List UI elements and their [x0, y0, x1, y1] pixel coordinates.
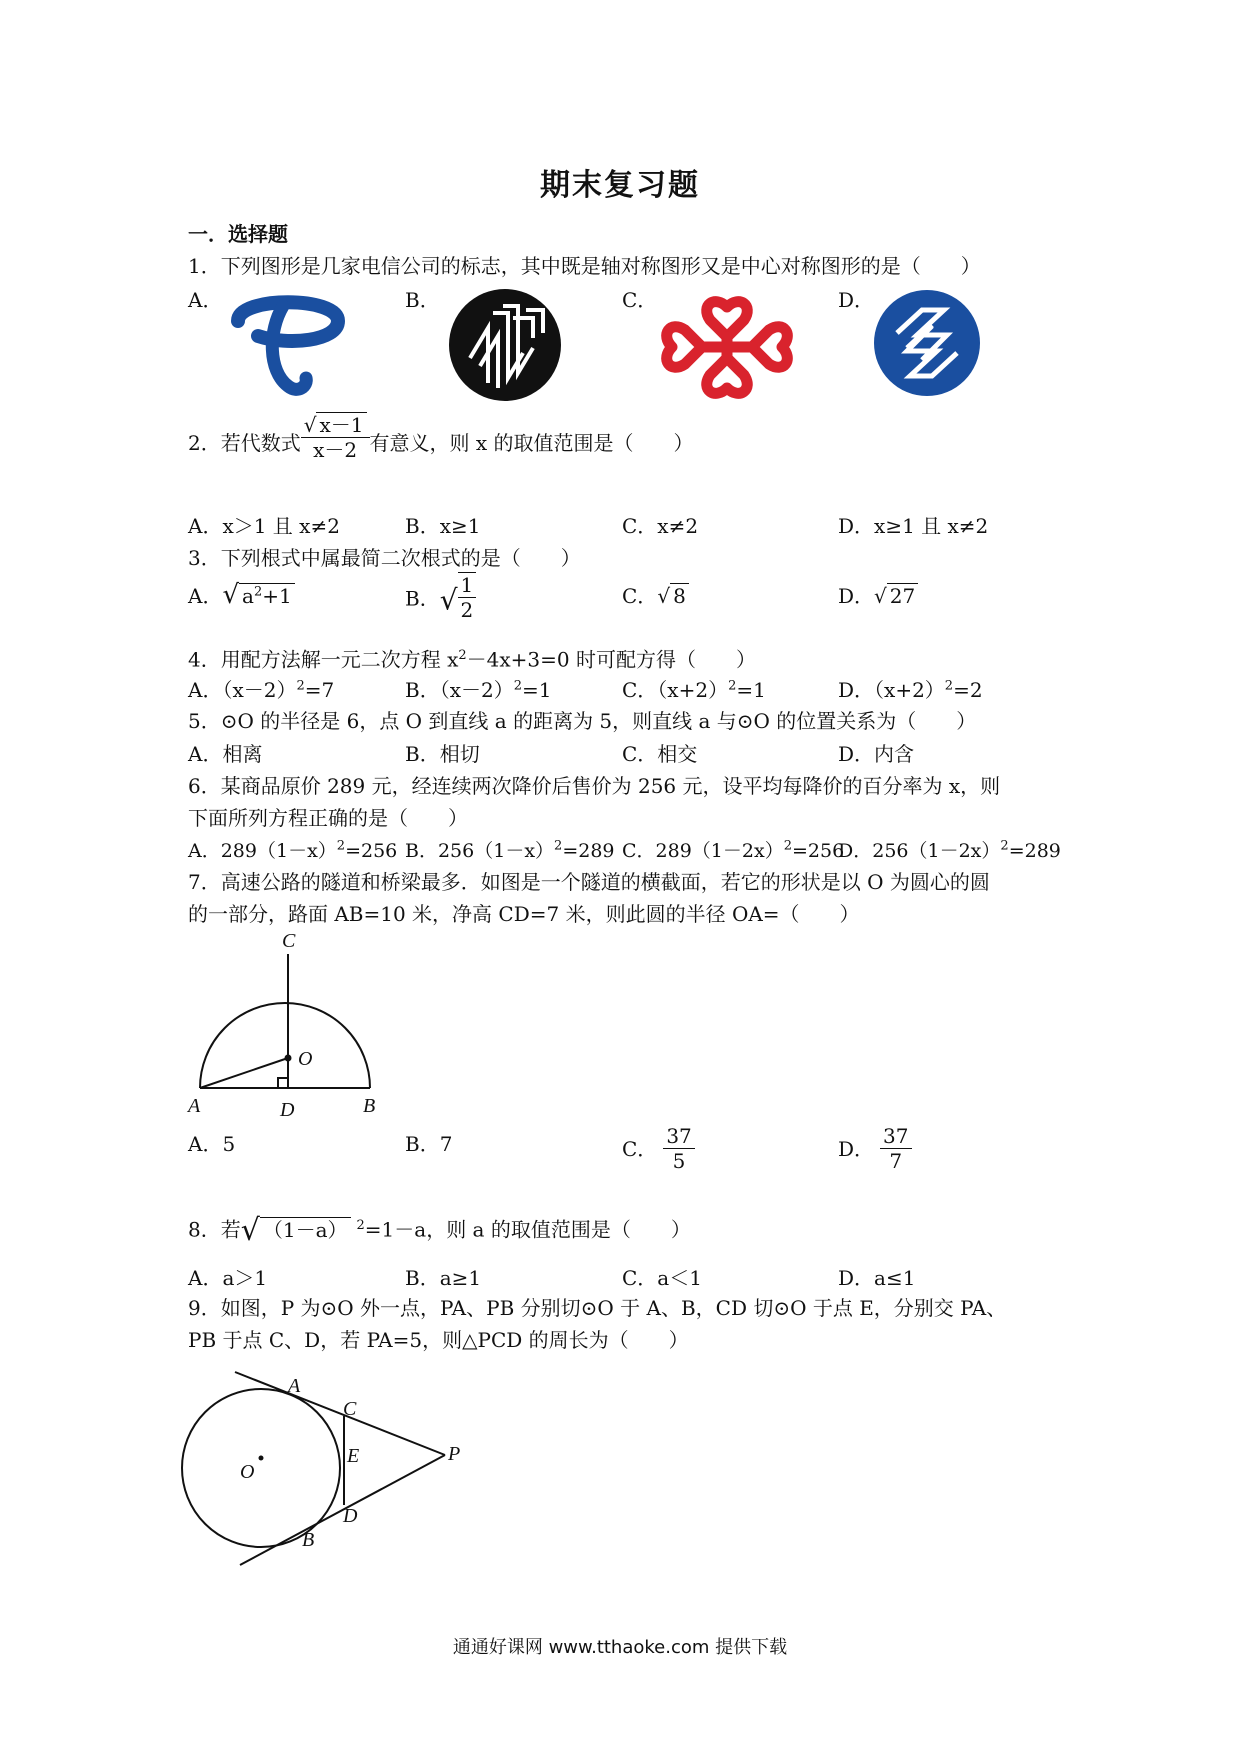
- q7-point-a: A: [188, 1095, 201, 1117]
- china-netcom-logo: [448, 288, 563, 403]
- q2-suffix: 有意义，则 x 的取值范围是（ ）: [369, 431, 694, 455]
- q7-option-c: C． $\frac{37}{5}$: [622, 1128, 695, 1173]
- q6-option-d: D．$256(1-2x)^2=289$: [838, 838, 1061, 862]
- q3-stem: 3．下列根式中属最简二次根式的是（ ）: [188, 546, 581, 570]
- q7-line2: 的一部分，路面 AB=10 米，净高 CD=7 米，则此圆的半径 OA=（ ）: [188, 902, 860, 926]
- q7-option-a: A．5: [188, 1132, 236, 1156]
- q9-line1: 9．如图，P 为⊙O 外一点，PA、PB 分别切⊙O 于 A、B，CD 切⊙O 于点 E，分别交 PA、: [188, 1296, 1007, 1320]
- q5-option-d: D．内含: [838, 742, 915, 766]
- china-telecom-logo: [228, 286, 348, 401]
- q3-option-b: B．√ $\frac{1}{2}$: [405, 578, 476, 622]
- q2-option-d: D．x≥1 且 x≠2: [838, 514, 989, 538]
- china-unicom-logo: [660, 295, 795, 400]
- q4-option-c: C．$(x+2)^2=1$: [622, 678, 766, 702]
- q7-point-c: C: [282, 930, 296, 952]
- q7-option-d: D． $\frac{37}{7}$: [838, 1128, 912, 1173]
- q2-denominator: x－2: [313, 438, 358, 462]
- q1-label-c: C．: [622, 288, 658, 312]
- tangent-diagram: [180, 1360, 480, 1575]
- china-mobile-logo: [872, 288, 982, 398]
- q2-option-a: A．x＞1 且 x≠2: [188, 514, 340, 538]
- q2-option-b: B．x≥1: [405, 514, 481, 538]
- q5-option-b: B．相切: [405, 742, 480, 766]
- q5-option-c: C．相交: [622, 742, 698, 766]
- q6-option-a: A．$289(1-x)^2=256$: [188, 838, 398, 862]
- q8-option-c: C．a＜1: [622, 1266, 702, 1290]
- q7-point-d: D: [280, 1099, 295, 1121]
- q9-point-b: B: [302, 1529, 315, 1551]
- q5-stem: 5．⊙O 的半径是 6，点 O 到直线 a 的距离为 5，则直线 a 与⊙O 的位置关系为（ ）: [188, 709, 977, 733]
- q6-line2: 下面所列方程正确的是（ ）: [188, 806, 468, 830]
- q2-stem: [188, 413, 694, 462]
- q1-label-a: A．: [188, 288, 223, 312]
- q8-option-a: A．a＞1: [188, 1266, 268, 1290]
- q1-stem: 1．下列图形是几家电信公司的标志，其中既是轴对称图形又是中心对称图形的是（ ）: [188, 254, 981, 278]
- q2-fraction: $\frac{√ x-1}{x-2}$: [301, 413, 370, 462]
- q2-prefix: 2．若代数式: [188, 431, 301, 455]
- q2-option-c: C．x≠2: [622, 514, 699, 538]
- q4-option-d: D．$(x+2)^2=2$: [838, 678, 983, 702]
- q1-label-d: D．: [838, 288, 875, 312]
- q8-option-d: D．a≤1: [838, 1266, 916, 1290]
- q9-point-e: E: [347, 1445, 360, 1467]
- q8-stem: 8．若√ （1－a） $^2$=1－a，则 a 的取值范围是（ ）: [188, 1213, 691, 1249]
- q9-point-a: A: [288, 1375, 301, 1397]
- q6-option-c: C．$289(1-2x)^2=256$: [622, 838, 845, 862]
- q3-option-a: A．√ $a^2+1$: [188, 580, 295, 610]
- q8-option-b: B．a≥1: [405, 1266, 482, 1290]
- q7-point-b: B: [363, 1095, 376, 1117]
- q9-point-p: P: [448, 1443, 461, 1465]
- q6-option-b: B．$256(1-x)^2=289$: [405, 838, 615, 862]
- q1-label-b: B．: [405, 288, 440, 312]
- q9-point-d: D: [343, 1505, 358, 1527]
- q9-line2: PB 于点 C、D，若 PA=5，则△PCD 的周长为（ ）: [188, 1328, 689, 1352]
- q5-option-a: A．相离: [188, 742, 263, 766]
- q7-point-o: O: [298, 1048, 313, 1070]
- q4-option-b: B．$(x-2)^2=1$: [405, 678, 552, 702]
- q3-option-d: D．√ 27: [838, 580, 918, 609]
- q4-stem: 4．用配方法解一元二次方程 $x^2-4x+3=0$ 时可配方得（ ）: [188, 647, 756, 672]
- q9-point-o: O: [240, 1461, 255, 1483]
- q9-point-c: C: [343, 1398, 357, 1420]
- q3-option-c: C．√ 8: [622, 580, 689, 609]
- page-title: 期末复习题: [540, 168, 700, 203]
- tunnel-diagram: [180, 930, 390, 1125]
- q6-line1: 6．某商品原价 289 元，经连续两次降价后售价为 256 元，设平均每降价的百分率为 x，则: [188, 774, 1001, 798]
- q2-numerator: x－1: [316, 412, 366, 437]
- section-heading: 一．选择题: [188, 222, 288, 246]
- footer-text: 通通好课网 www.tthaoke.com 提供下载: [452, 1637, 788, 1658]
- q7-option-b: B．7: [405, 1132, 453, 1156]
- q7-line1: 7．高速公路的隧道和桥梁最多．如图是一个隧道的横截面，若它的形状是以 O 为圆心的圆: [188, 870, 990, 894]
- q4-option-a: A．$(x-2)^2=7$: [188, 678, 335, 702]
